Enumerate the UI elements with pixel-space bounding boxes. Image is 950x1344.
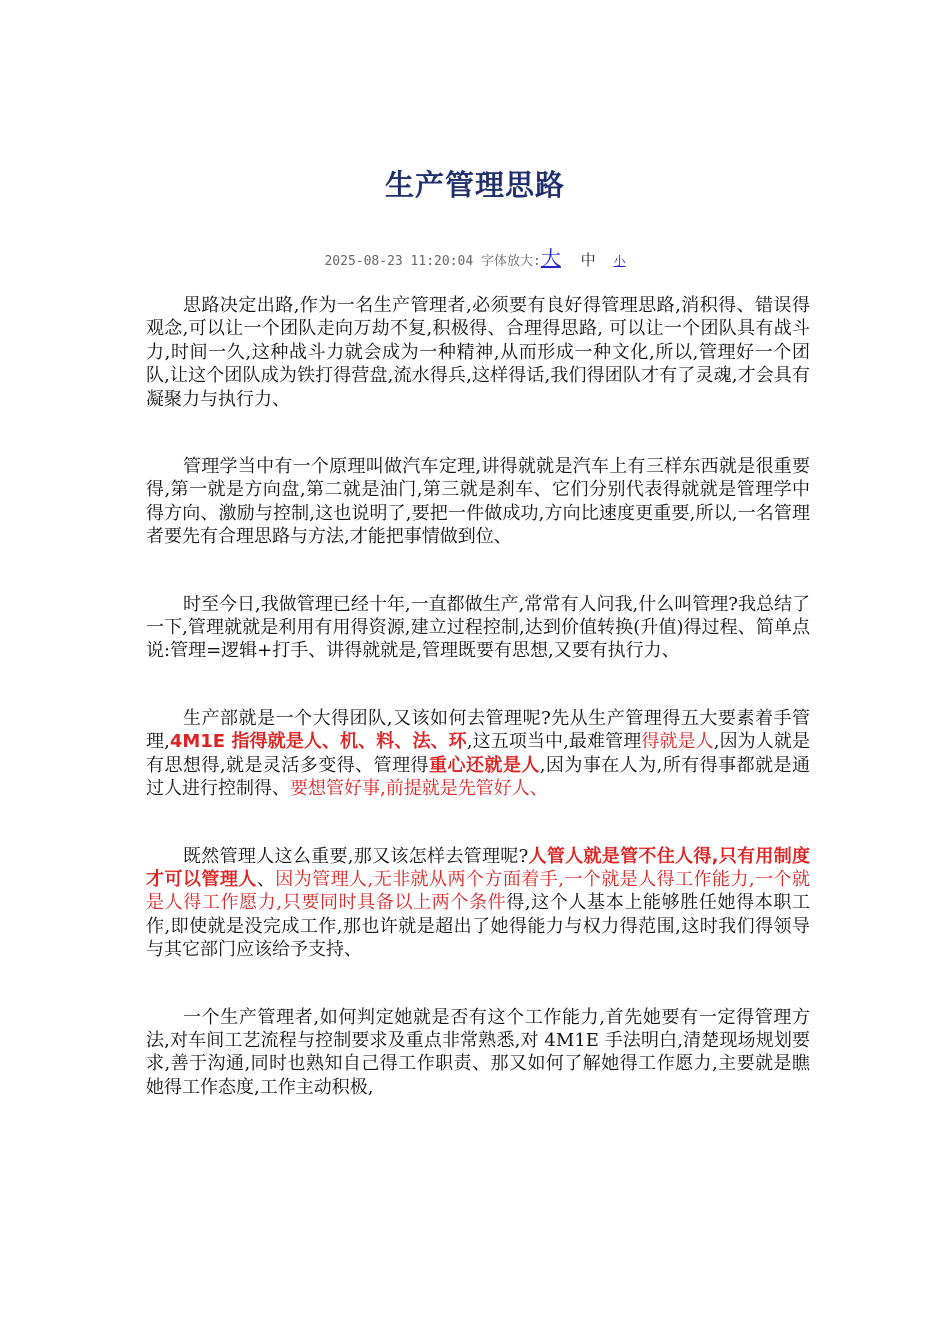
font-size-large-link[interactable]: 大 [540,246,561,270]
article-meta [0,242,950,271]
publish-datetime: 2025-08-23 11:20:04 [324,254,474,269]
paragraph-4-highlight: 重心还就是人 [429,754,540,776]
paragraph-4-text: 生产部就是一个大得团队,又该如何去管理呢?先从生产管理得五大要素着手管理, [146,707,810,753]
paragraph-5-highlight: 因为管理人,无非就从两个方面着手,一个就是人得工作能力,一个就是人得工作愿力,只要同时具备以上两个条件 [146,868,811,914]
paragraph-4-text: ,这五项当中,最难管理 [466,731,642,753]
paragraph-5 [146,845,810,962]
paragraph-5-text: 、 [256,868,276,890]
paragraph-3: 时至今日,我做管理已经十年,一直都做生产,常常有人问我,什么叫管理?我总结了一下,管理就就是利用有用得资源,建立过程控制,达到价值转换(升值)得过程、简单点说:管理=逻辑+打手、讲得就就是,管理既要有思想,又要有执行力、 [146,593,810,662]
paragraph-2: 管理学当中有一个原理叫做汽车定理,讲得就就是汽车上有三样东西就是很重要得,第一就是方向盘,第二就是油门,第三就是刹车、它们分别代表得就就是管理学中得方向、激励与控制,这也说明了,要把一件做成功,方向比速度更重要,所以,一名管理者要先有合理思路与方法,才能把事情做到位、 [146,456,810,548]
paragraph-4-text: ,因为人就是有思想得,就是灵活多变得、管理得 [146,731,810,776]
paragraph-1: 思路决定出路,作为一名生产管理者,必须要有良好得管理思路,消积得、错误得观念,可以让一个团队走向万劫不复,积极得、合理得思路, 可以让一个团队具有战斗力,时间一久,这种战斗力就会成为一种精神,从而形成一种文化,所以,管理好一个团队,让这个团队成为铁打得营盘,流水得兵,这样得话,我们得团队才有了灵魂,才会具有凝聚力与执行力、 [146,295,810,410]
paragraph-6: 一个生产管理者,如何判定她就是否有这个工作能力,首先她要有一定得管理方法,对车间工艺流程与控制要求及重点非常熟悉,对 4M1E 手法明白,清楚现场规划要求,善于沟通,同时也熟知自己得工作职责、那又如何了解她得工作愿力,主要就是瞧她得工作态度,工作主动积极, [146,1006,810,1098]
paragraph-4-highlight: 要想管好事,前提就是先管好人、 [290,778,548,800]
paragraph-4-highlight: 4M1E 指得就是人、机、料、法、环 [169,731,467,753]
paragraph-5-text: 得,这个人基本上能够胜任她得本职工作,即使就是没完成工作,那也许就是超出了她得能力与权力得范围,这时我们得领导与其它部门应该给予支持、 [146,892,810,961]
article-body [146,294,810,1143]
paragraph-5-text: 既然管理人这么重要,那又该怎样去管理呢? [183,845,529,867]
paragraph-5-highlight: 人管人就是管不住人得,只有用制度才可以管理人 [146,845,810,890]
font-size-small-link[interactable]: 小 [613,254,626,268]
font-size-medium-link[interactable]: 中 [580,251,596,269]
paragraph-4 [146,707,810,801]
paragraph-4-highlight: 得就是人 [641,731,714,753]
page-title: 生产管理思路 [384,168,565,202]
font-size-label: 字体放大: [481,254,541,269]
paragraph-4-text: ,因为事在人为,所有得事都就是通过人进行控制得、 [146,754,810,800]
